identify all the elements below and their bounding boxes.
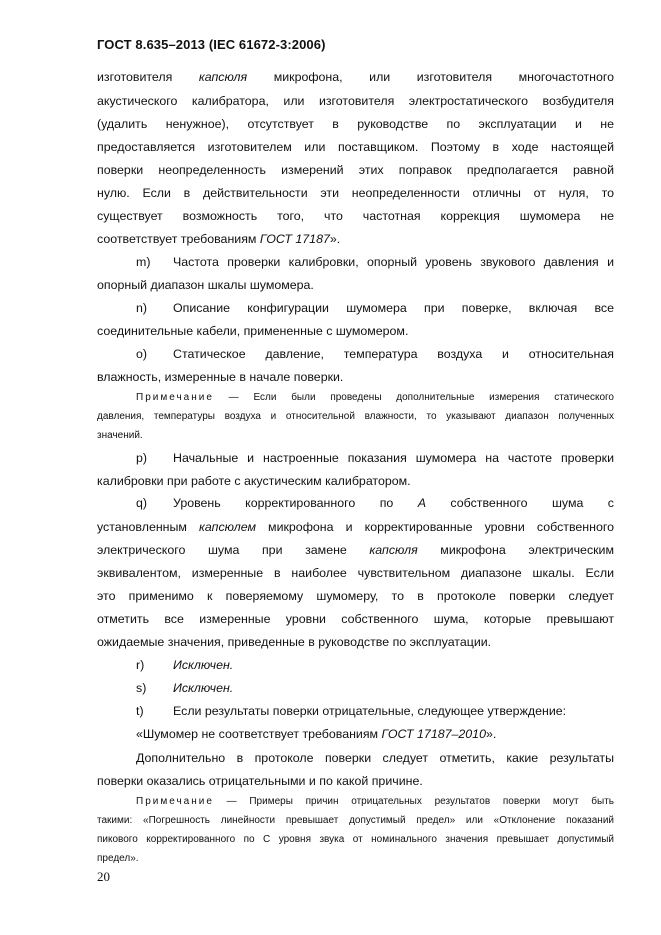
document-header: ГОСТ 8.635–2013 (IEC 61672-3:2006) <box>97 37 326 52</box>
italic-term: капсюля <box>198 70 248 84</box>
note-line: Примечание — Примеры причин отрицательных результатов поверки могут быть <box>136 796 614 807</box>
text-line: опорный диапазон шкалы шумомера. <box>97 278 314 292</box>
text-line: электрического шума при замене капсюля микрофона электрическим <box>97 543 614 557</box>
text-line: эквивалентом, измеренные в наиболее чувствительном диапазоне шкалы. Если <box>97 566 614 580</box>
item-label: p) <box>136 451 148 465</box>
list-item-s <box>136 678 614 698</box>
standard-reference: ГОСТ 17187–2010 <box>381 727 486 741</box>
text-line: калибровки при работе с акустическим калибратором. <box>97 474 411 488</box>
note-line: давления, температуры воздуха и относительной влажности, то указывают диапазон полученных <box>97 411 614 422</box>
item-text: Статическое давление, температура воздуха и относительная <box>173 347 614 361</box>
item-label: s) <box>136 681 147 695</box>
item-label: n) <box>136 301 148 315</box>
text-line: влажность, измеренные в начале поверки. <box>97 370 344 384</box>
item-label: t) <box>136 704 144 718</box>
note-line: пикового корректированного по С уровня звука от номинального значения превышает допустимый <box>97 834 614 845</box>
text-line: соединительные кабели, примененные с шумомером. <box>97 324 409 338</box>
list-item-o <box>136 344 614 364</box>
list-item-m <box>136 252 614 272</box>
page-number: 20 <box>97 869 110 884</box>
text-line: соответствует требованиям ГОСТ 17187». <box>97 232 341 246</box>
item-label: r) <box>136 658 145 672</box>
note-line: Примечание — Если были проведены дополнительные измерения статического <box>136 392 614 403</box>
list-item-p <box>136 448 614 468</box>
text-line: (удалить ненужное), отсутствует в руководстве по эксплуатации и не <box>97 117 614 131</box>
item-text: Описание конфигурации шумомера при поверке, включая все <box>173 301 614 315</box>
italic-term: капсюля <box>369 543 418 557</box>
note-line: значений. <box>97 430 143 441</box>
list-item-n <box>136 298 614 318</box>
text-line: нулю. Если в действительности эти неопределенности отличны от нуля, то <box>97 186 614 200</box>
list-item-t <box>136 701 614 721</box>
text-line: акустического калибратора, или изготовителя электростатического возбудителя <box>97 94 614 108</box>
item-label: o) <box>136 347 148 361</box>
note-line: предел». <box>97 853 139 864</box>
item-text: Частота проверки калибровки, опорный уровень звукового давления и <box>173 255 614 269</box>
item-text: Если результаты поверки отрицательные, следующее утверждение: <box>173 704 567 718</box>
item-label: q) <box>136 496 148 510</box>
text-line: изготовителя капсюля микрофона, или изготовителя многочастотного <box>97 70 614 84</box>
italic-term: капсюлем <box>199 520 256 534</box>
text-line: Дополнительно в протоколе поверки следует отметить, какие результаты <box>136 751 614 765</box>
text-line: предоставляется изготовителем или поставщиком. Поэтому в ходе настоящей <box>97 140 614 154</box>
list-item-q <box>136 493 614 513</box>
note-label: Примечание <box>136 796 214 807</box>
text-line: существует возможность того, что частотная коррекция шумомера не <box>97 209 614 223</box>
note-line: такими: «Погрешность линейности превышает допустимый предел» или «Отклонение показаний <box>97 815 614 826</box>
list-item-r <box>136 655 614 675</box>
item-text: Исключен. <box>173 658 234 672</box>
item-text: Исключен. <box>173 681 234 695</box>
item-text: Уровень корректированного по А собственного шума с <box>173 496 614 510</box>
item-text: Начальные и настроенные показания шумомера на частоте проверки <box>173 451 614 465</box>
text-line: поверки оказались отрицательными и по какой причине. <box>97 774 423 788</box>
text-line: отметить все измеренные уровни собственного шума, которые превышают <box>97 612 614 626</box>
standard-reference: ГОСТ 17187 <box>259 232 330 246</box>
text-line: установленным капсюлем микрофона и корректированные уровни собственного <box>97 520 614 534</box>
text-line: ожидаемые значения, приведенные в руководстве по эксплуатации. <box>97 635 492 649</box>
item-label: m) <box>136 255 151 269</box>
text-line: это применимо к поверяемому шумомеру, то в протоколе поверки следует <box>97 589 614 603</box>
text-line: поверки неопределенность измерений этих поправок предполагается равной <box>97 163 614 177</box>
note-label: Примечание <box>136 392 214 403</box>
quoted-statement: «Шумомер не соответствует требованиям ГОСТ 17187–2010». <box>136 727 497 741</box>
